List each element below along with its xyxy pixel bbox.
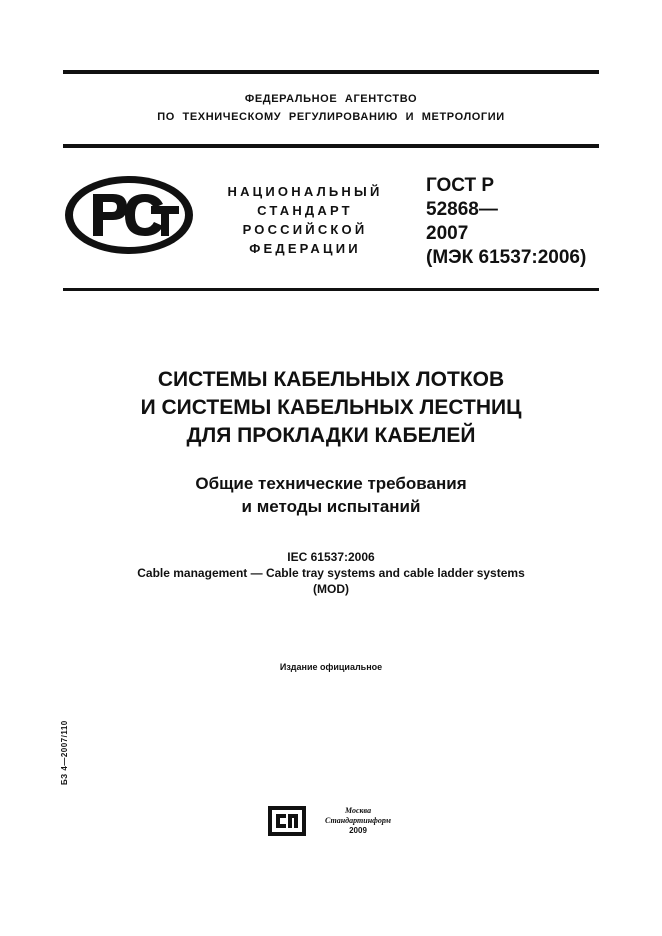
iec-reference: [63, 549, 599, 597]
subtitle-line: Общие технические требования: [195, 474, 467, 493]
title-line: СИСТЕМЫ КАБЕЛЬНЫХ ЛОТКОВ: [157, 368, 505, 391]
title-line: ДЛЯ ПРОКЛАДКИ КАБЕЛЕЙ: [186, 424, 476, 447]
designation-iec-ref: (МЭК 61537:2006): [426, 247, 587, 268]
rst-emblem-icon: [63, 174, 195, 256]
iec-code: IEC 61537:2006: [287, 550, 375, 564]
publisher-city: Москва: [344, 806, 372, 815]
agency-line-1: ФЕДЕРАЛЬНОЕ АГЕНТСТВО: [244, 93, 418, 105]
publisher-year: 2009: [349, 826, 367, 835]
national-standard-line: РОССИЙСКОЙ: [242, 222, 368, 237]
iec-mod: (MOD): [313, 582, 349, 596]
side-code: [60, 700, 74, 785]
national-standard-line: НАЦИОНАЛЬНЫЙ: [227, 184, 383, 199]
designation-prefix: ГОСТ Р: [426, 175, 495, 196]
publisher: [312, 806, 404, 836]
edition-note: Издание официальное: [279, 662, 383, 672]
national-standard-label: [210, 182, 400, 258]
national-standard-line: СТАНДАРТ: [257, 203, 353, 218]
iec-name: Cable management — Cable tray systems and cable ladder systems: [137, 566, 525, 580]
designation-year: 2007: [426, 223, 469, 244]
top-rule: [63, 70, 599, 74]
national-standard-line: ФЕДЕРАЦИИ: [249, 241, 361, 256]
standard-designation: [426, 174, 586, 270]
title-line: И СИСТЕМЫ КАБЕЛЬНЫХ ЛЕСТНИЦ: [140, 396, 522, 419]
subtitle-line: и методы испытаний: [241, 497, 421, 516]
designation-rule: [63, 288, 599, 291]
header-rule: [63, 144, 599, 148]
document-subtitle: [63, 472, 599, 518]
agency-line-2: ПО ТЕХНИЧЕСКОМУ РЕГУЛИРОВАНИЮ И МЕТРОЛОГИИ: [157, 111, 505, 123]
side-code-text: БЗ 4—2007/110: [60, 720, 69, 785]
document-title: [63, 366, 599, 450]
standartinform-logo-icon: [268, 806, 306, 836]
designation-number: 52868—: [426, 199, 498, 220]
publisher-name: Стандартинформ: [325, 816, 391, 825]
